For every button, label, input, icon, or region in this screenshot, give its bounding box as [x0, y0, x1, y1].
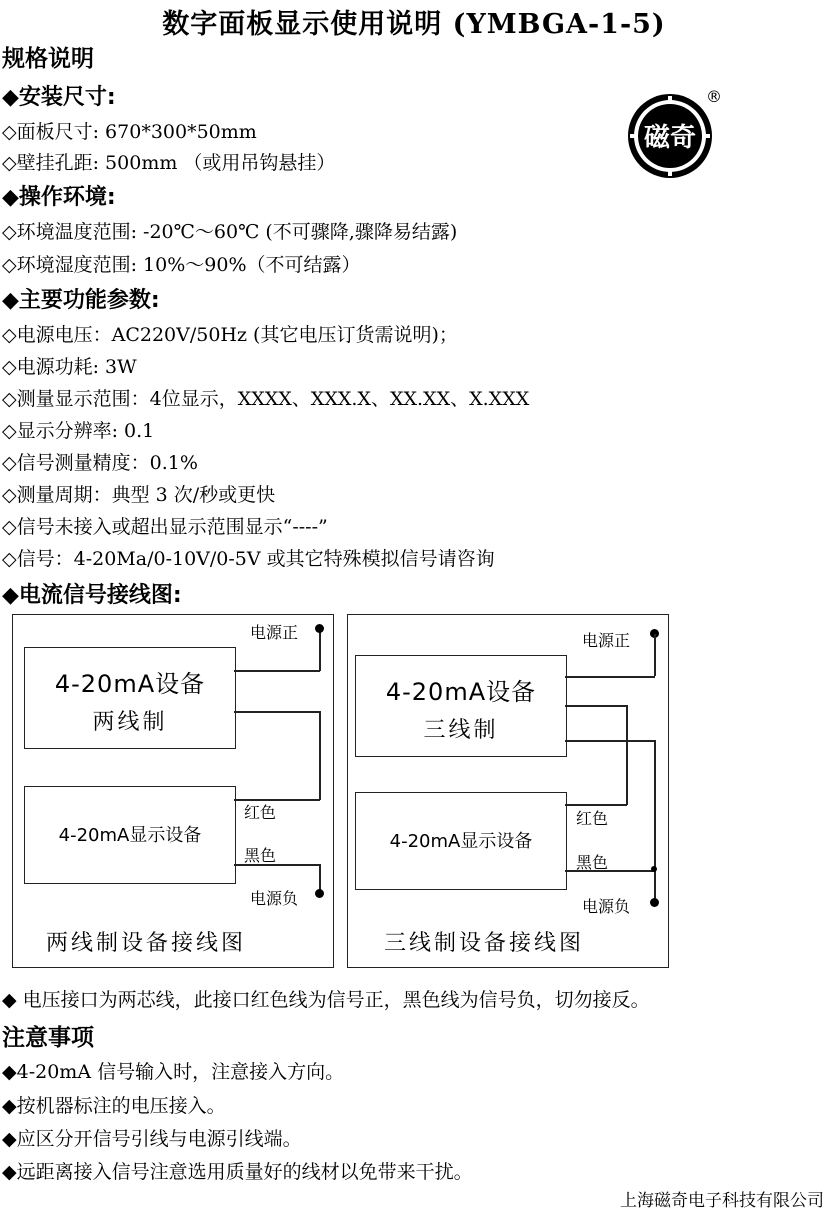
three-wire-device-box [355, 655, 567, 757]
wire [626, 705, 628, 805]
section-wiring: ◆电流信号接线图: [2, 583, 182, 608]
param-item: ◇信号测量精度：0.1% [2, 452, 198, 474]
device-type: 三线制 [423, 718, 499, 743]
wire [319, 628, 321, 671]
env-item-humidity: ◇环境湿度范围: 10%～90%（不可结露） [2, 254, 361, 276]
label-power-neg: 电源负 [582, 897, 631, 916]
section-env: ◆操作环境: [2, 185, 116, 210]
label-red: 红色 [576, 809, 609, 828]
three-wire-display-box [355, 792, 567, 890]
section-install: ◆安装尺寸: [2, 85, 116, 110]
device-type: 两线制 [92, 710, 168, 735]
page-title: 数字面板显示使用说明 (YMBGA-1-5) [162, 9, 666, 40]
note-item: ◆4-20mA 信号输入时，注意接入方向。 [2, 1061, 345, 1083]
notes-heading: 注意事项 [2, 1025, 94, 1051]
param-item: ◇信号未接入或超出显示范围显示“----” [2, 516, 328, 538]
param-item: ◇电源电压：AC220V/50Hz (其它电压订货需说明)； [2, 324, 458, 346]
wiring-warning: ◆ 电压接口为两芯线，此接口红色线为信号正，黑色线为信号负，切勿接反。 [2, 989, 650, 1011]
two-wire-display-box [24, 786, 236, 884]
wire [654, 740, 656, 900]
label-red: 红色 [244, 803, 277, 822]
label-power-pos: 电源正 [250, 623, 299, 642]
env-item-temperature: ◇环境温度范围: -20℃～60℃ (不可骤降,骤降易结露) [2, 221, 458, 243]
param-item: ◇信号：4-20Ma/0-10V/0-5V 或其它特殊模拟信号请咨询 [2, 548, 495, 570]
terminal-power-pos [315, 624, 324, 633]
terminal-power-neg [650, 898, 659, 907]
company-name-footer: 上海磁奇电子科技有限公司 [620, 1191, 824, 1211]
wire [565, 740, 655, 742]
param-item: ◇测量周期：典型 3 次/秒或更快 [2, 484, 276, 506]
company-logo [626, 88, 720, 182]
two-wire-device-box [24, 647, 236, 749]
logo-seal-icon [626, 88, 720, 182]
install-item-hole-spacing: ◇壁挂孔距: 500mm （或用吊钩悬挂） [2, 152, 336, 174]
terminal-power-neg [315, 889, 324, 898]
note-item: ◆远距离接入信号注意选用质量好的线材以免带来干扰。 [2, 1161, 473, 1183]
wire [319, 711, 321, 800]
device-label: 4-20mA设备 [385, 678, 537, 706]
two-wire-caption: 两线制设备接线图 [46, 931, 247, 956]
display-label: 4-20mA显示设备 [389, 831, 533, 852]
spec-heading: 规格说明 [2, 46, 94, 72]
note-item: ◆应区分开信号引线与电源引线端。 [2, 1128, 302, 1150]
device-label: 4-20mA设备 [54, 670, 206, 698]
wire [565, 676, 655, 678]
param-item: ◇电源功耗: 3W [2, 356, 137, 378]
label-power-neg: 电源负 [250, 889, 299, 908]
display-label: 4-20mA显示设备 [58, 825, 202, 846]
svg-text:®: ® [706, 87, 722, 106]
param-item: ◇显示分辨率: 0.1 [2, 420, 155, 442]
svg-text:磁奇: 磁奇 [643, 123, 697, 153]
wire [565, 705, 627, 707]
label-power-pos: 电源正 [582, 631, 631, 650]
note-item: ◆按机器标注的电压接入。 [2, 1095, 226, 1117]
wire [654, 634, 656, 676]
install-item-panel-size: ◇面板尺寸: 670*300*50mm [2, 121, 257, 143]
wire [234, 711, 320, 713]
label-black: 黑色 [576, 853, 609, 872]
label-black: 黑色 [244, 846, 277, 865]
three-wire-caption: 三线制设备接线图 [384, 931, 585, 956]
junction-dot [651, 866, 657, 872]
wire [234, 670, 320, 672]
section-params: ◆主要功能参数: [2, 288, 160, 313]
param-item: ◇测量显示范围：4位显示，XXXX、XXX.X、XX.XX、X.XXX [2, 388, 530, 410]
